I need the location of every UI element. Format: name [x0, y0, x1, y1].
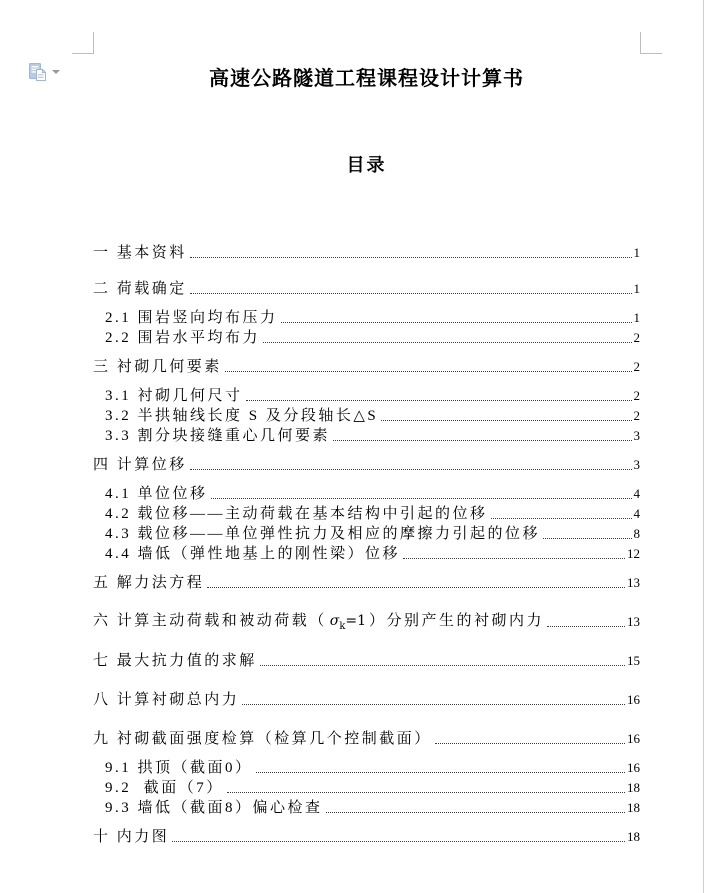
paste-options-button[interactable]	[29, 62, 60, 81]
toc-entry-page-number: 8	[633, 526, 640, 541]
dot-leader	[281, 322, 632, 323]
dot-leader	[172, 841, 625, 842]
toc-entry-page-number: 16	[627, 760, 640, 775]
dot-leader	[246, 400, 632, 401]
dot-leader	[260, 665, 625, 666]
toc-entry[interactable]	[93, 612, 640, 632]
toc-entry-page-number: 18	[627, 780, 640, 795]
dot-leader	[190, 293, 632, 294]
toc-entry[interactable]	[93, 328, 640, 348]
dot-leader	[381, 420, 631, 421]
toc-entry-page-number: 13	[627, 614, 640, 629]
toc-entry[interactable]	[93, 357, 640, 377]
toc-entry-label: 三 衬砌几何要素	[93, 359, 222, 375]
toc-entry-label: 4.2 载位移——主动荷载在基本结构中引起的位移	[105, 506, 488, 522]
toc-entry[interactable]	[93, 504, 640, 524]
toc-entry-label: 4.3 载位移——单位弹性抗力及相应的摩擦力引起的位移	[105, 526, 541, 542]
toc-entry[interactable]	[93, 524, 640, 544]
toc-entry-page-number: 18	[627, 800, 640, 815]
toc-entry[interactable]	[93, 243, 640, 263]
dot-leader	[333, 440, 631, 441]
dot-leader	[491, 518, 632, 519]
toc-entry-page-number: 18	[627, 829, 640, 844]
toc-entry-label: 七 最大抗力值的求解	[93, 653, 257, 669]
toc-list	[93, 243, 640, 847]
toc-entry[interactable]	[93, 406, 640, 426]
dot-leader	[211, 498, 632, 499]
toc-entry-label-post: ）分别产生的衬砌内力	[369, 613, 545, 630]
toc-entry[interactable]	[93, 484, 640, 504]
toc-entry-page-number: 2	[633, 330, 640, 345]
toc-entry-label: 四 计算位移	[93, 457, 187, 473]
dot-leader	[547, 626, 625, 627]
toc-entry-label: 4.1 单位位移	[105, 486, 208, 502]
math-symbol: σ	[329, 613, 340, 630]
dot-leader	[256, 772, 625, 773]
document-title: 高速公路隧道工程课程设计计算书	[209, 68, 524, 90]
toc-entry[interactable]	[93, 690, 640, 710]
text-boundary-corner-top-left	[72, 32, 94, 54]
dot-leader	[326, 812, 625, 813]
toc-entry[interactable]	[93, 386, 640, 406]
toc-entry-label: 2.1 围岩竖向均布压力	[105, 310, 278, 326]
dot-leader	[543, 538, 631, 539]
toc-entry-label: 4.4 墙低（弹性地基上的刚性梁）位移	[105, 546, 401, 562]
toc-entry-page-number: 16	[627, 731, 640, 746]
toc-entry-label: 3.3 割分块接缝重心几何要素	[105, 428, 331, 444]
toc-entry-label: 9.1 拱顶（截面0）	[105, 760, 253, 776]
toc-entry[interactable]	[93, 778, 640, 798]
toc-entry[interactable]	[93, 426, 640, 446]
page-right-edge	[703, 0, 704, 893]
toc-entry-label: 9.3 墙低（截面8）偏心检查	[105, 800, 323, 816]
dot-leader	[403, 558, 625, 559]
toc-entry-page-number: 1	[633, 281, 640, 296]
toc-entry[interactable]	[93, 729, 640, 749]
dot-leader	[227, 792, 625, 793]
toc-entry-page-number: 13	[627, 575, 640, 590]
dot-leader	[225, 371, 632, 372]
toc-entry-page-number: 2	[633, 408, 640, 423]
dot-leader	[190, 257, 632, 258]
toc-entry-label: 八 计算衬砌总内力	[93, 692, 240, 708]
toc-entry-label: 五 解力法方程	[93, 575, 205, 591]
toc-entry[interactable]	[93, 651, 640, 671]
toc-entry-label: 9.2 截面（7）	[105, 780, 224, 796]
toc-heading: 目录	[346, 155, 387, 175]
math-sigma-k-equals-1	[327, 613, 369, 632]
toc-entry-label: 2.2 围岩水平均布力	[105, 330, 261, 346]
text-boundary-corner-top-right	[640, 32, 662, 54]
paste-options-icon	[29, 62, 46, 81]
toc-entry[interactable]	[93, 758, 640, 778]
toc-entry-page-number: 3	[633, 428, 640, 443]
toc-entry-label: 3.1 衬砌几何尺寸	[105, 388, 243, 404]
toc-entry-label: 3.2 半拱轴线长度 S 及分段轴长△S	[105, 408, 379, 424]
dot-leader	[190, 469, 632, 470]
toc-entry[interactable]	[93, 573, 640, 593]
toc-entry[interactable]	[93, 279, 640, 299]
dot-leader	[242, 704, 625, 705]
toc-entry-page-number: 16	[627, 692, 640, 707]
toc-entry-label-pre: 六 计算主动荷载和被动荷载（	[93, 613, 327, 630]
toc-entry-label	[93, 611, 544, 632]
caret-down-icon[interactable]	[52, 70, 60, 74]
toc-entry-label: 二 荷载确定	[93, 281, 187, 297]
math-equals: =1	[345, 613, 367, 630]
math-subscript: k	[339, 621, 346, 632]
toc-entry[interactable]	[93, 308, 640, 328]
toc-entry[interactable]	[93, 798, 640, 818]
toc-entry-label: 十 内力图	[93, 829, 170, 845]
toc-entry-page-number: 12	[627, 546, 640, 561]
dot-leader	[435, 743, 625, 744]
toc-entry[interactable]	[93, 544, 640, 564]
dot-leader	[207, 587, 625, 588]
toc-entry-page-number: 1	[633, 245, 640, 260]
toc-entry-page-number: 2	[633, 388, 640, 403]
toc-entry-page-number: 15	[627, 653, 640, 668]
toc-entry[interactable]	[93, 827, 640, 847]
toc-entry-page-number: 2	[633, 359, 640, 374]
toc-entry-label: 九 衬砌截面强度检算（检算几个控制截面）	[93, 731, 432, 747]
toc-entry-page-number: 3	[633, 457, 640, 472]
toc-entry-page-number: 4	[633, 486, 640, 501]
toc-entry-page-number: 4	[633, 506, 640, 521]
toc-entry-page-number: 1	[633, 310, 640, 325]
dot-leader	[263, 342, 631, 343]
toc-entry-label: 一 基本资料	[93, 245, 187, 261]
toc-entry[interactable]	[93, 455, 640, 475]
